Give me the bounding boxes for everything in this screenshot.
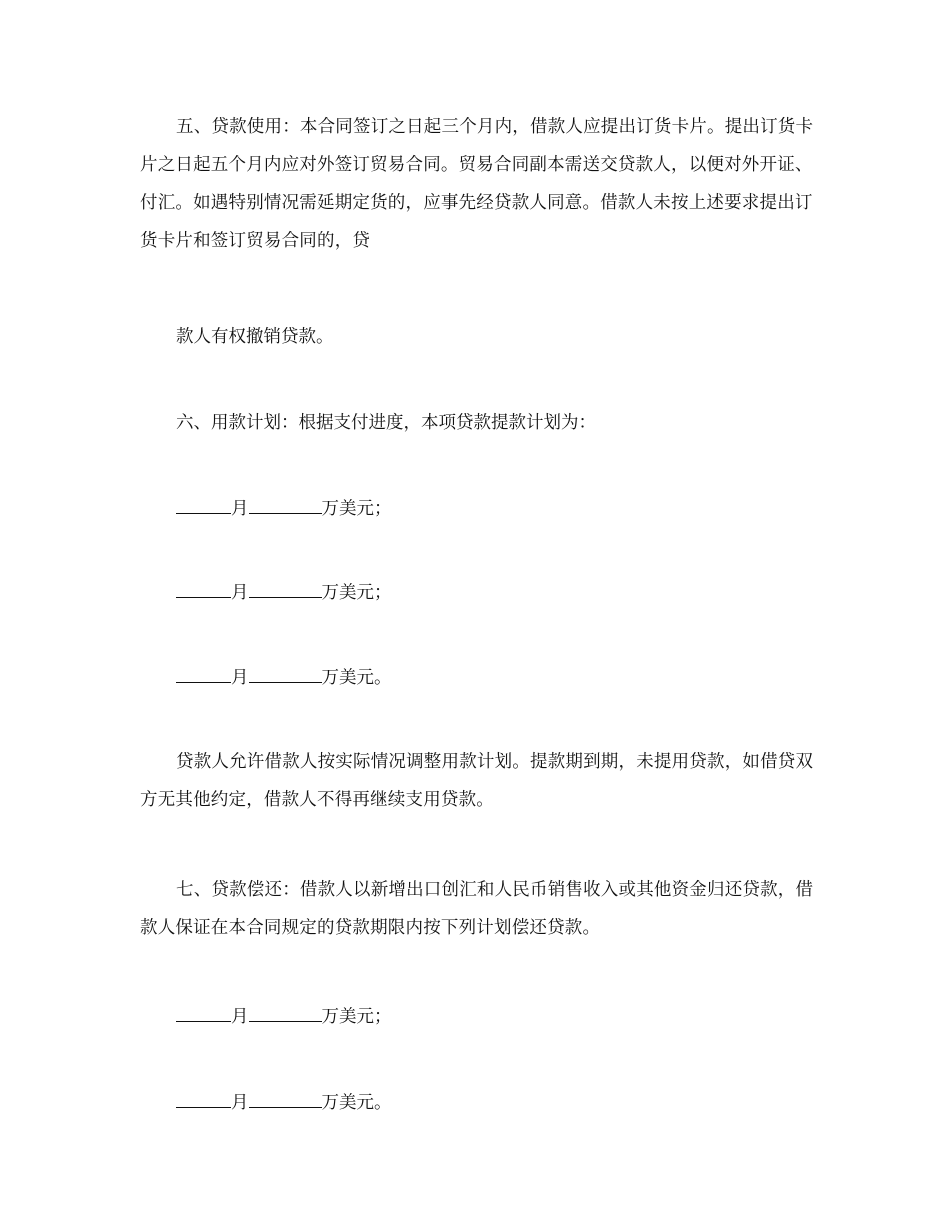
month-label: 月 xyxy=(231,668,249,688)
amount-suffix: 万美元； xyxy=(321,499,392,519)
section-5-paragraph: 五、贷款使用：本合同签订之日起三个月内，借款人应提出订货卡片。提出订货卡片之日起五个月内应对外签订贸易合同。贸易合同副本需送交贷款人，以便对外开证、付汇。如遇特别情况需延期定货的，应事先经贷款人同意。借款人未按上述要求提出订货卡片和签订贸易合同的，贷 xyxy=(140,117,814,251)
amount-suffix: 万美元。 xyxy=(321,668,392,688)
repay-line-2 xyxy=(176,1084,392,1122)
plan-line-3 xyxy=(176,659,392,697)
month-blank xyxy=(176,1093,231,1108)
plan-line-2 xyxy=(176,574,392,612)
amount-suffix: 万美元； xyxy=(321,583,392,603)
amount-suffix: 万美元； xyxy=(321,1007,392,1027)
amount-blank xyxy=(249,583,322,598)
amount-blank xyxy=(249,668,322,683)
section-6-heading: 六、用款计划：根据支付进度，本项贷款提款计划为： xyxy=(176,413,596,433)
amount-suffix: 万美元。 xyxy=(321,1093,392,1113)
section-6-note: 贷款人允许借款人按实际情况调整用款计划。提款期到期，未提用贷款，如借贷双方无其他约定，借款人不得再继续支用贷款。 xyxy=(140,752,814,810)
month-label: 月 xyxy=(231,583,249,603)
month-blank xyxy=(176,668,231,683)
month-label: 月 xyxy=(231,1007,249,1027)
section-5-continuation: 款人有权撤销贷款。 xyxy=(176,327,334,347)
repay-line-1 xyxy=(176,998,392,1036)
month-label: 月 xyxy=(231,499,249,519)
month-blank xyxy=(176,1007,231,1022)
month-label: 月 xyxy=(231,1093,249,1113)
amount-blank xyxy=(249,1007,322,1022)
amount-blank xyxy=(249,499,322,514)
month-blank xyxy=(176,583,231,598)
amount-blank xyxy=(249,1093,322,1108)
section-7-paragraph: 七、贷款偿还：借款人以新增出口创汇和人民币销售收入或其他资金归还贷款，借款人保证在本合同规定的贷款期限内按下列计划偿还贷款。 xyxy=(140,880,814,938)
plan-line-1 xyxy=(176,490,392,528)
month-blank xyxy=(176,499,231,514)
